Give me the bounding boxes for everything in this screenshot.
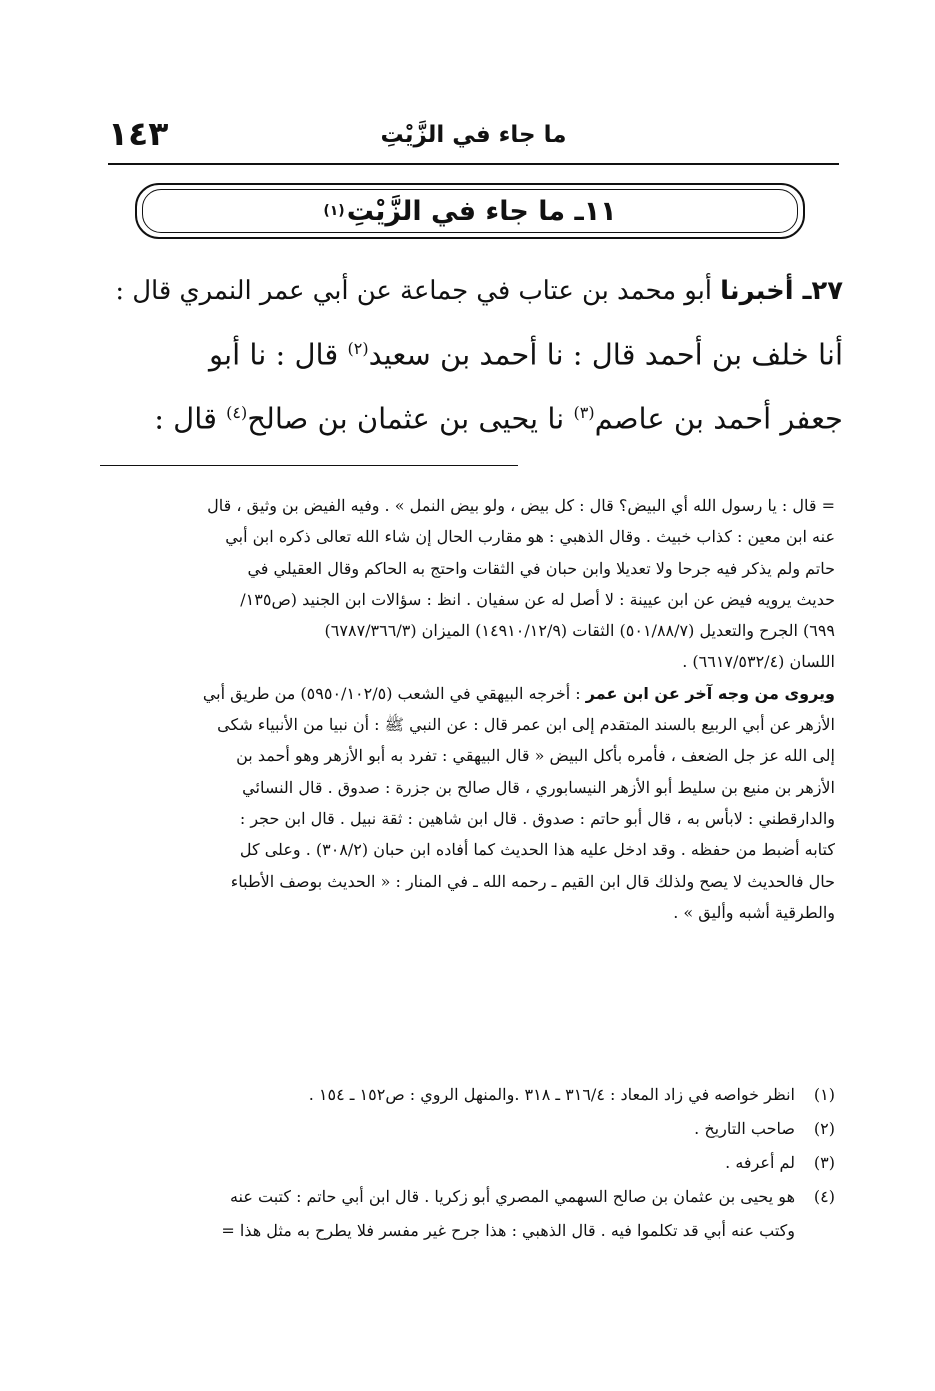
note-line-lead (100, 678, 835, 709)
footnote-text: هو يحيى بن عثمان بن صالح السهمي المصري أبو زكريا . قال ابن أبي حاتم : كتبت عنه (229, 1187, 795, 1206)
hadith-line-3-c: قال : (154, 401, 217, 436)
hadith-text (100, 262, 843, 447)
note-line: الأزهر عن أبي الربيع بالسند المتقدم إلى ابن عمر قال : عن النبي ﷺ : أن نبيا من الأنبياء شكى (217, 715, 835, 735)
footnote-text: صاحب التاريخ . (694, 1119, 795, 1138)
note-line: إلى الله عز جل الضعف ، فأمره بأكل البيض « قال البيهقي : تفرد به أبو الأزهر وهو أحمد بن (236, 746, 835, 766)
footnote-number: (٣) (813, 1153, 835, 1172)
note-lead-bold: ويروى من وجه آخر عن ابن عمر (585, 683, 835, 703)
section-title-frame (135, 183, 805, 239)
note-line: كتابه أضبط من حفظه . وقد ادخل عليه هذا الحديث كما أفاده ابن حبان (٣٠٨/٢) . وعلى كل (239, 840, 835, 860)
continued-notes (100, 490, 835, 928)
note-line: حاتم ولم يذكر فيه جرحا ولا تعديلا وابن حبان في الثقات واحتج به الحاكم وقال العقيلي في (247, 558, 835, 578)
note-line: اللسان (٦٦١٧/٥٣٢/٤) . (682, 652, 835, 672)
hadith-line-2-b: قال : نا أبو (209, 337, 339, 372)
hadith-number-lead: ٢٧ـ أخبرنا (720, 276, 843, 306)
note-line: الأزهر بن منيع بن سليط أبو الأزهر النيسابوري ، قال صالح بن جزرة : صدوق . قال النسائي (242, 777, 835, 797)
footnote-number: (٤) (813, 1187, 835, 1206)
footnote-number: (٢) (813, 1119, 835, 1138)
hadith-line-2 (100, 320, 843, 384)
note-line: والطرقية أشبه وأليق » . (673, 902, 835, 922)
note-line: حديث يرويه فيض عن ابن عيينة : لا أصل له عن سفيان . انظ : سؤالات ابن الجنيد (ص١٣٥/ (240, 589, 835, 609)
page-number: ١٤٣ (108, 114, 169, 153)
hadith-line-3 (100, 384, 843, 448)
footnote-1 (100, 1078, 835, 1112)
running-header (108, 100, 839, 162)
note-line: عنه ابن معين : كذاب خبيث . وقال الذهبي : هو مقارب الحال إن شاء الله تعالى ذكره ابن أبي (225, 527, 835, 547)
note-line: حال فالحديث لا يصح ولذلك قال ابن القيم ـ رحمه الله ـ في المنار : « الحديث بوصف الأطباء (230, 871, 835, 891)
footnotes (100, 1078, 835, 1248)
section-heading: ١١ـ ما جاء في الزَّيْتِ (346, 195, 617, 227)
footnote-separator (100, 465, 518, 466)
hadith-line-3-a: جعفر أحمد بن عاصم (594, 401, 843, 436)
hadith-line-3-b: نا يحيى بن عثمان بن صالح (247, 401, 565, 436)
section-title (137, 185, 803, 237)
footnote-ref-4: (٤) (226, 402, 248, 422)
running-title: ما جاء في الزَّيْتِ (380, 122, 567, 148)
footnote-number: (١) (813, 1085, 835, 1104)
footnote-text: وكتب عنه أبي قد تكلموا فيه . قال الذهبي : هذا جرح غير مفسر فلا يطرح به مثل هذا = (221, 1221, 795, 1240)
footnote-2 (100, 1112, 835, 1146)
header-rule (108, 163, 839, 165)
footnote-4 (100, 1180, 835, 1248)
note-line: والدارقطني : لابأس به ، قال أبو حاتم : صدوق . قال ابن شاهين : ثقة نبيل . قال ابن حجر : (239, 808, 835, 828)
section-heading-ref: (١) (323, 203, 345, 219)
hadith-line-1 (100, 262, 843, 320)
note-line: ٦٩٩) الجرح والتعديل (٥٠١/٨٨/٧) الثقات (١٤٩١٠/١٢/٩) الميزان (٦٧٨٧/٣٦٦/٣) (324, 621, 835, 641)
hadith-line-1-text: أبو محمد بن عتاب في جماعة عن أبي عمر النمري قال : (115, 276, 712, 306)
footnote-ref-2: (٢) (347, 339, 369, 358)
note-line: = قال : يا رسول الله أي البيض؟ قال : كل بيض ، ولو بيض النمل » . وفيه الفيض بن وثيق ، قال (207, 496, 835, 515)
hadith-line-2-a: أنا خلف بن أحمد قال : نا أحمد بن سعيد (368, 337, 843, 372)
footnote-text: لم أعرفه . (725, 1153, 795, 1172)
footnote-ref-3: (٣) (573, 402, 595, 422)
note-lead-rest: : أخرجه البيهقي في الشعب (٥٩٥٠/١٠٢/٥) من طريق أبي (202, 683, 581, 703)
footnote-text: انظر خواصه في زاد المعاد : ٣١٦/٤ ـ ٣١٨ .والمنهل الروي : ص١٥٢ ـ ١٥٤ . (308, 1085, 795, 1104)
footnote-3 (100, 1146, 835, 1180)
